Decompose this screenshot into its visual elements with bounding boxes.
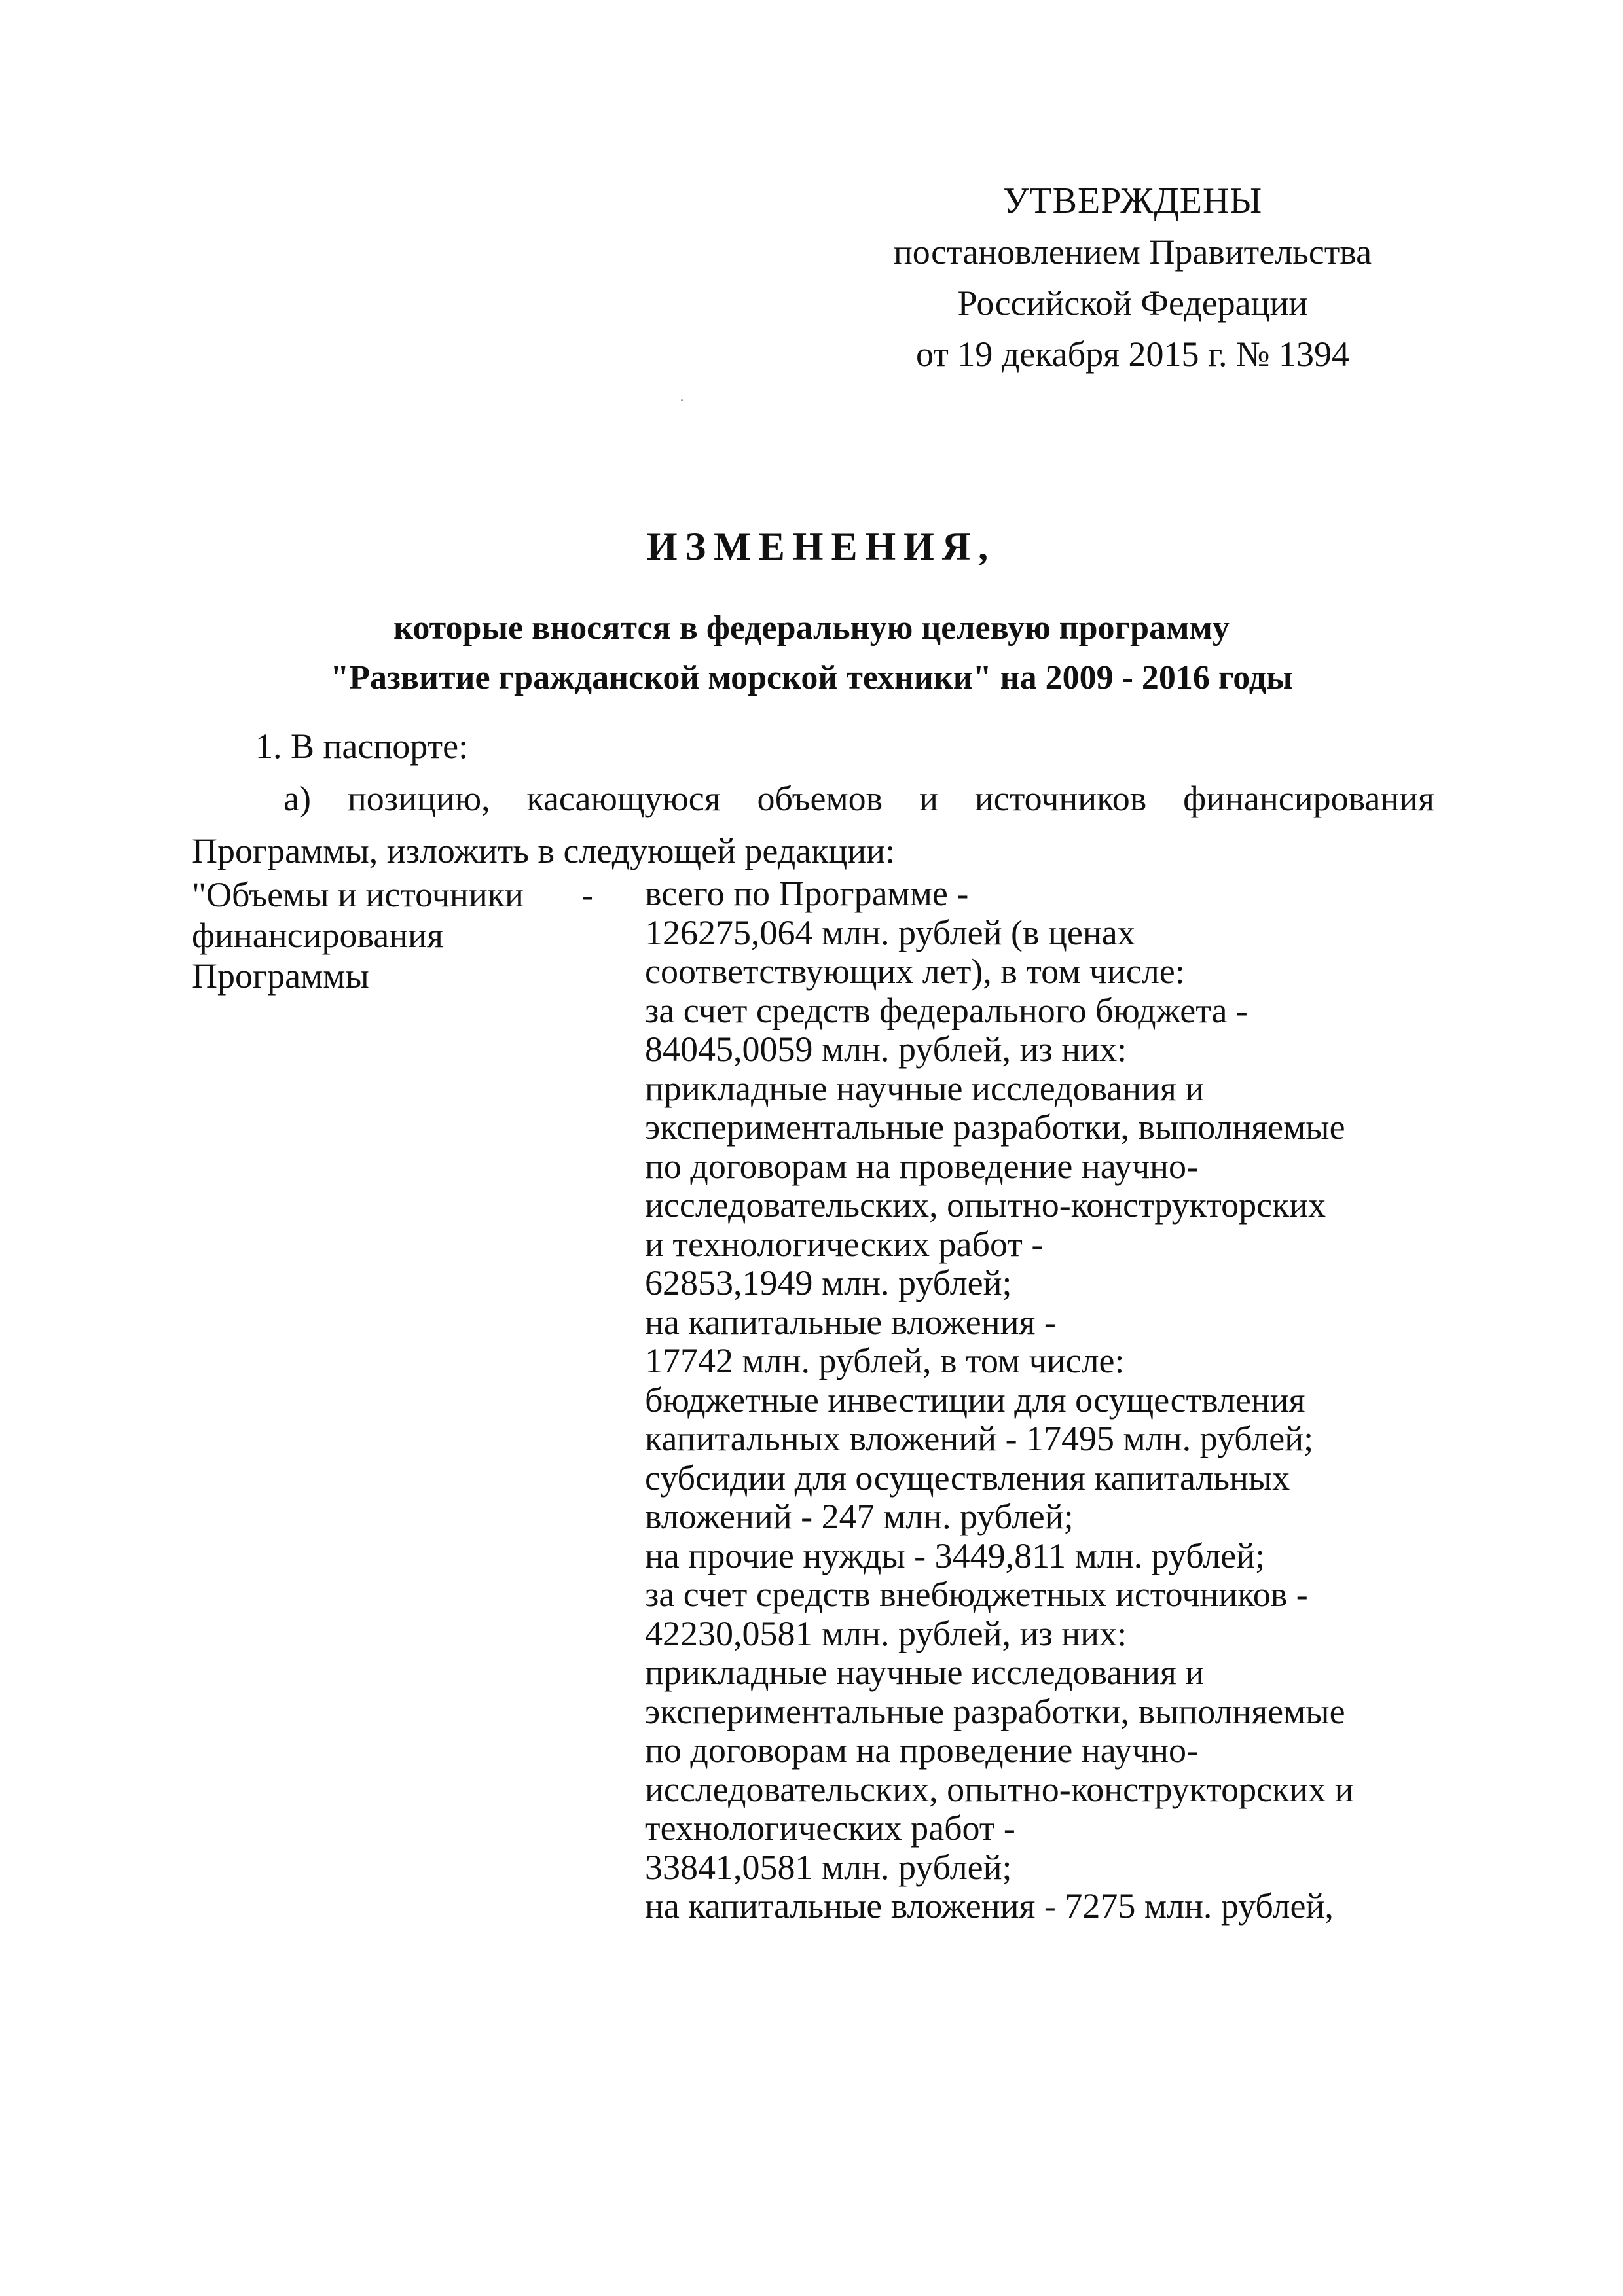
passport-content-line: по договорам на проведение научно- bbox=[645, 1146, 1199, 1186]
approval-line-3: от 19 декабря 2015 г. № 1394 bbox=[915, 334, 1350, 374]
passport-content-line: соответствующих лет), в том числе: bbox=[645, 952, 1185, 991]
passport-content-line: субсидии для осуществления капитальных bbox=[645, 1458, 1290, 1498]
passport-content-line: 33841,0581 млн. рублей; bbox=[645, 1847, 1012, 1887]
passport-label bbox=[192, 874, 524, 996]
passport-content-line: по договорам на проведение научно- bbox=[645, 1731, 1199, 1770]
passport-content-line: экспериментальные разработки, выполняемые bbox=[645, 1691, 1345, 1731]
passport-content-line: экспериментальные разработки, выполняемые bbox=[645, 1107, 1345, 1147]
passport-content-line: прикладные научные исследования и bbox=[645, 1068, 1205, 1108]
passport-label-line: финансирования bbox=[192, 916, 443, 955]
passport-label-line: "Объемы и источники bbox=[192, 875, 524, 914]
passport-content-line: прикладные научные исследования и bbox=[645, 1653, 1205, 1692]
approval-block bbox=[838, 175, 1427, 380]
passport-content-line: исследовательских, опытно-конструкторских bbox=[645, 1185, 1326, 1225]
approval-title: УТВЕРЖДЕНЫ bbox=[1002, 181, 1263, 221]
passport-content-line: на капитальные вложения - 7275 млн. рублей, bbox=[645, 1886, 1334, 1926]
passport-content-line: 17742 млн. рублей, в том числе: bbox=[645, 1341, 1125, 1380]
document-heading bbox=[0, 517, 1623, 703]
passport-content-line: 62853,1949 млн. рублей; bbox=[645, 1263, 1012, 1302]
passport-content-line: на прочие нужды - 3449,811 млн. рублей; bbox=[645, 1535, 1266, 1575]
approval-line-1: постановлением Правительства bbox=[893, 232, 1372, 272]
passport-content-line: исследовательских, опытно-конструкторских и bbox=[645, 1769, 1354, 1809]
passport-content-line: на капитальные вложения - bbox=[645, 1302, 1056, 1342]
passport-content-line: вложений - 247 млн. рублей; bbox=[645, 1497, 1074, 1536]
passport-content-line: и технологических работ - bbox=[645, 1224, 1044, 1264]
heading-title: ИЗМЕНЕНИЯ, bbox=[646, 525, 996, 568]
passport-separator: - bbox=[581, 875, 593, 914]
approval-line-2: Российской Федерации bbox=[957, 283, 1308, 323]
passport-content-line: 126275,064 млн. рублей (в ценах bbox=[645, 912, 1135, 952]
passport-content-line: всего по Программе - bbox=[645, 874, 969, 913]
passport-content-line: бюджетные инвестиции для осуществления bbox=[645, 1380, 1305, 1420]
passport-label-line: Программы bbox=[192, 956, 369, 996]
paragraph-item-1: 1. В паспорте: bbox=[255, 726, 469, 766]
passport-content-line: капитальных вложений - 17495 млн. рублей; bbox=[645, 1419, 1314, 1458]
scan-speck bbox=[681, 399, 683, 401]
passport-content-line: 42230,0581 млн. рублей, из них: bbox=[645, 1613, 1127, 1653]
passport-content-line: 84045,0059 млн. рублей, из них: bbox=[645, 1030, 1127, 1069]
heading-subtitle-line-1: которые вносятся в федеральную целевую программу bbox=[393, 609, 1230, 647]
passport-content-line: технологических работ - bbox=[645, 1808, 1015, 1848]
paragraph-item-1a: а) позицию, касающуюся объемов и источников финансирования Программы, изложить в следующей редакции: bbox=[192, 779, 1434, 870]
heading-subtitle-line-2: "Развитие гражданской морской техники" на 2009 - 2016 годы bbox=[330, 659, 1293, 696]
passport-content bbox=[645, 874, 1354, 1926]
passport-content-line: за счет средств внебюджетных источников - bbox=[645, 1575, 1308, 1614]
passport-content-line: за счет средств федерального бюджета - bbox=[645, 990, 1248, 1030]
